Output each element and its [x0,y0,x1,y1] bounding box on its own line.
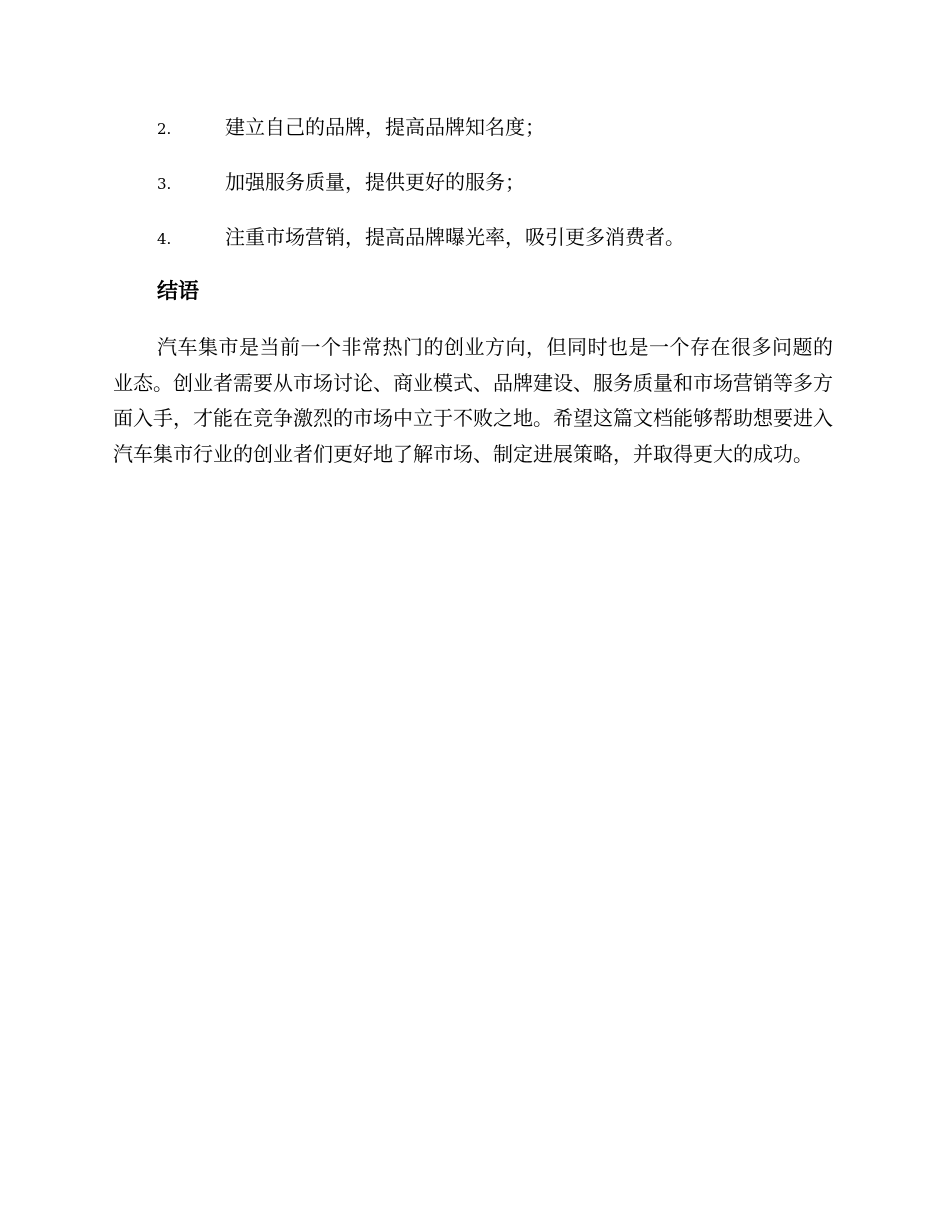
conclusion-paragraph: 汽车集市是当前一个非常热门的创业方向，但同时也是一个存在很多问题的业态。创业者需要从市场讨论、商业模式、品牌建设、服务质量和市场营销等多方面入手，才能在竞争激烈的市场中立于不败之地。希望这篇文档能够帮助想要进入汽车集市行业的创业者们更好地了解市场、制定进展策略，并取得更大的成功。 [113,335,833,466]
list-item [157,110,837,165]
list-item-text: 注重市场营销，提高品牌曝光率，吸引更多消费者。 [225,225,685,249]
list-item-text: 加强服务质量，提供更好的服务； [225,170,525,194]
list-item [157,220,837,275]
list-item-number: 2. [157,120,172,138]
list-item [157,165,837,220]
list-item-number: 4. [157,230,172,248]
list-item-number: 3. [157,175,172,193]
section-heading: 结语 [157,279,199,303]
list-item-text: 建立自己的品牌，提高品牌知名度； [225,115,545,139]
numbered-list [157,110,837,275]
